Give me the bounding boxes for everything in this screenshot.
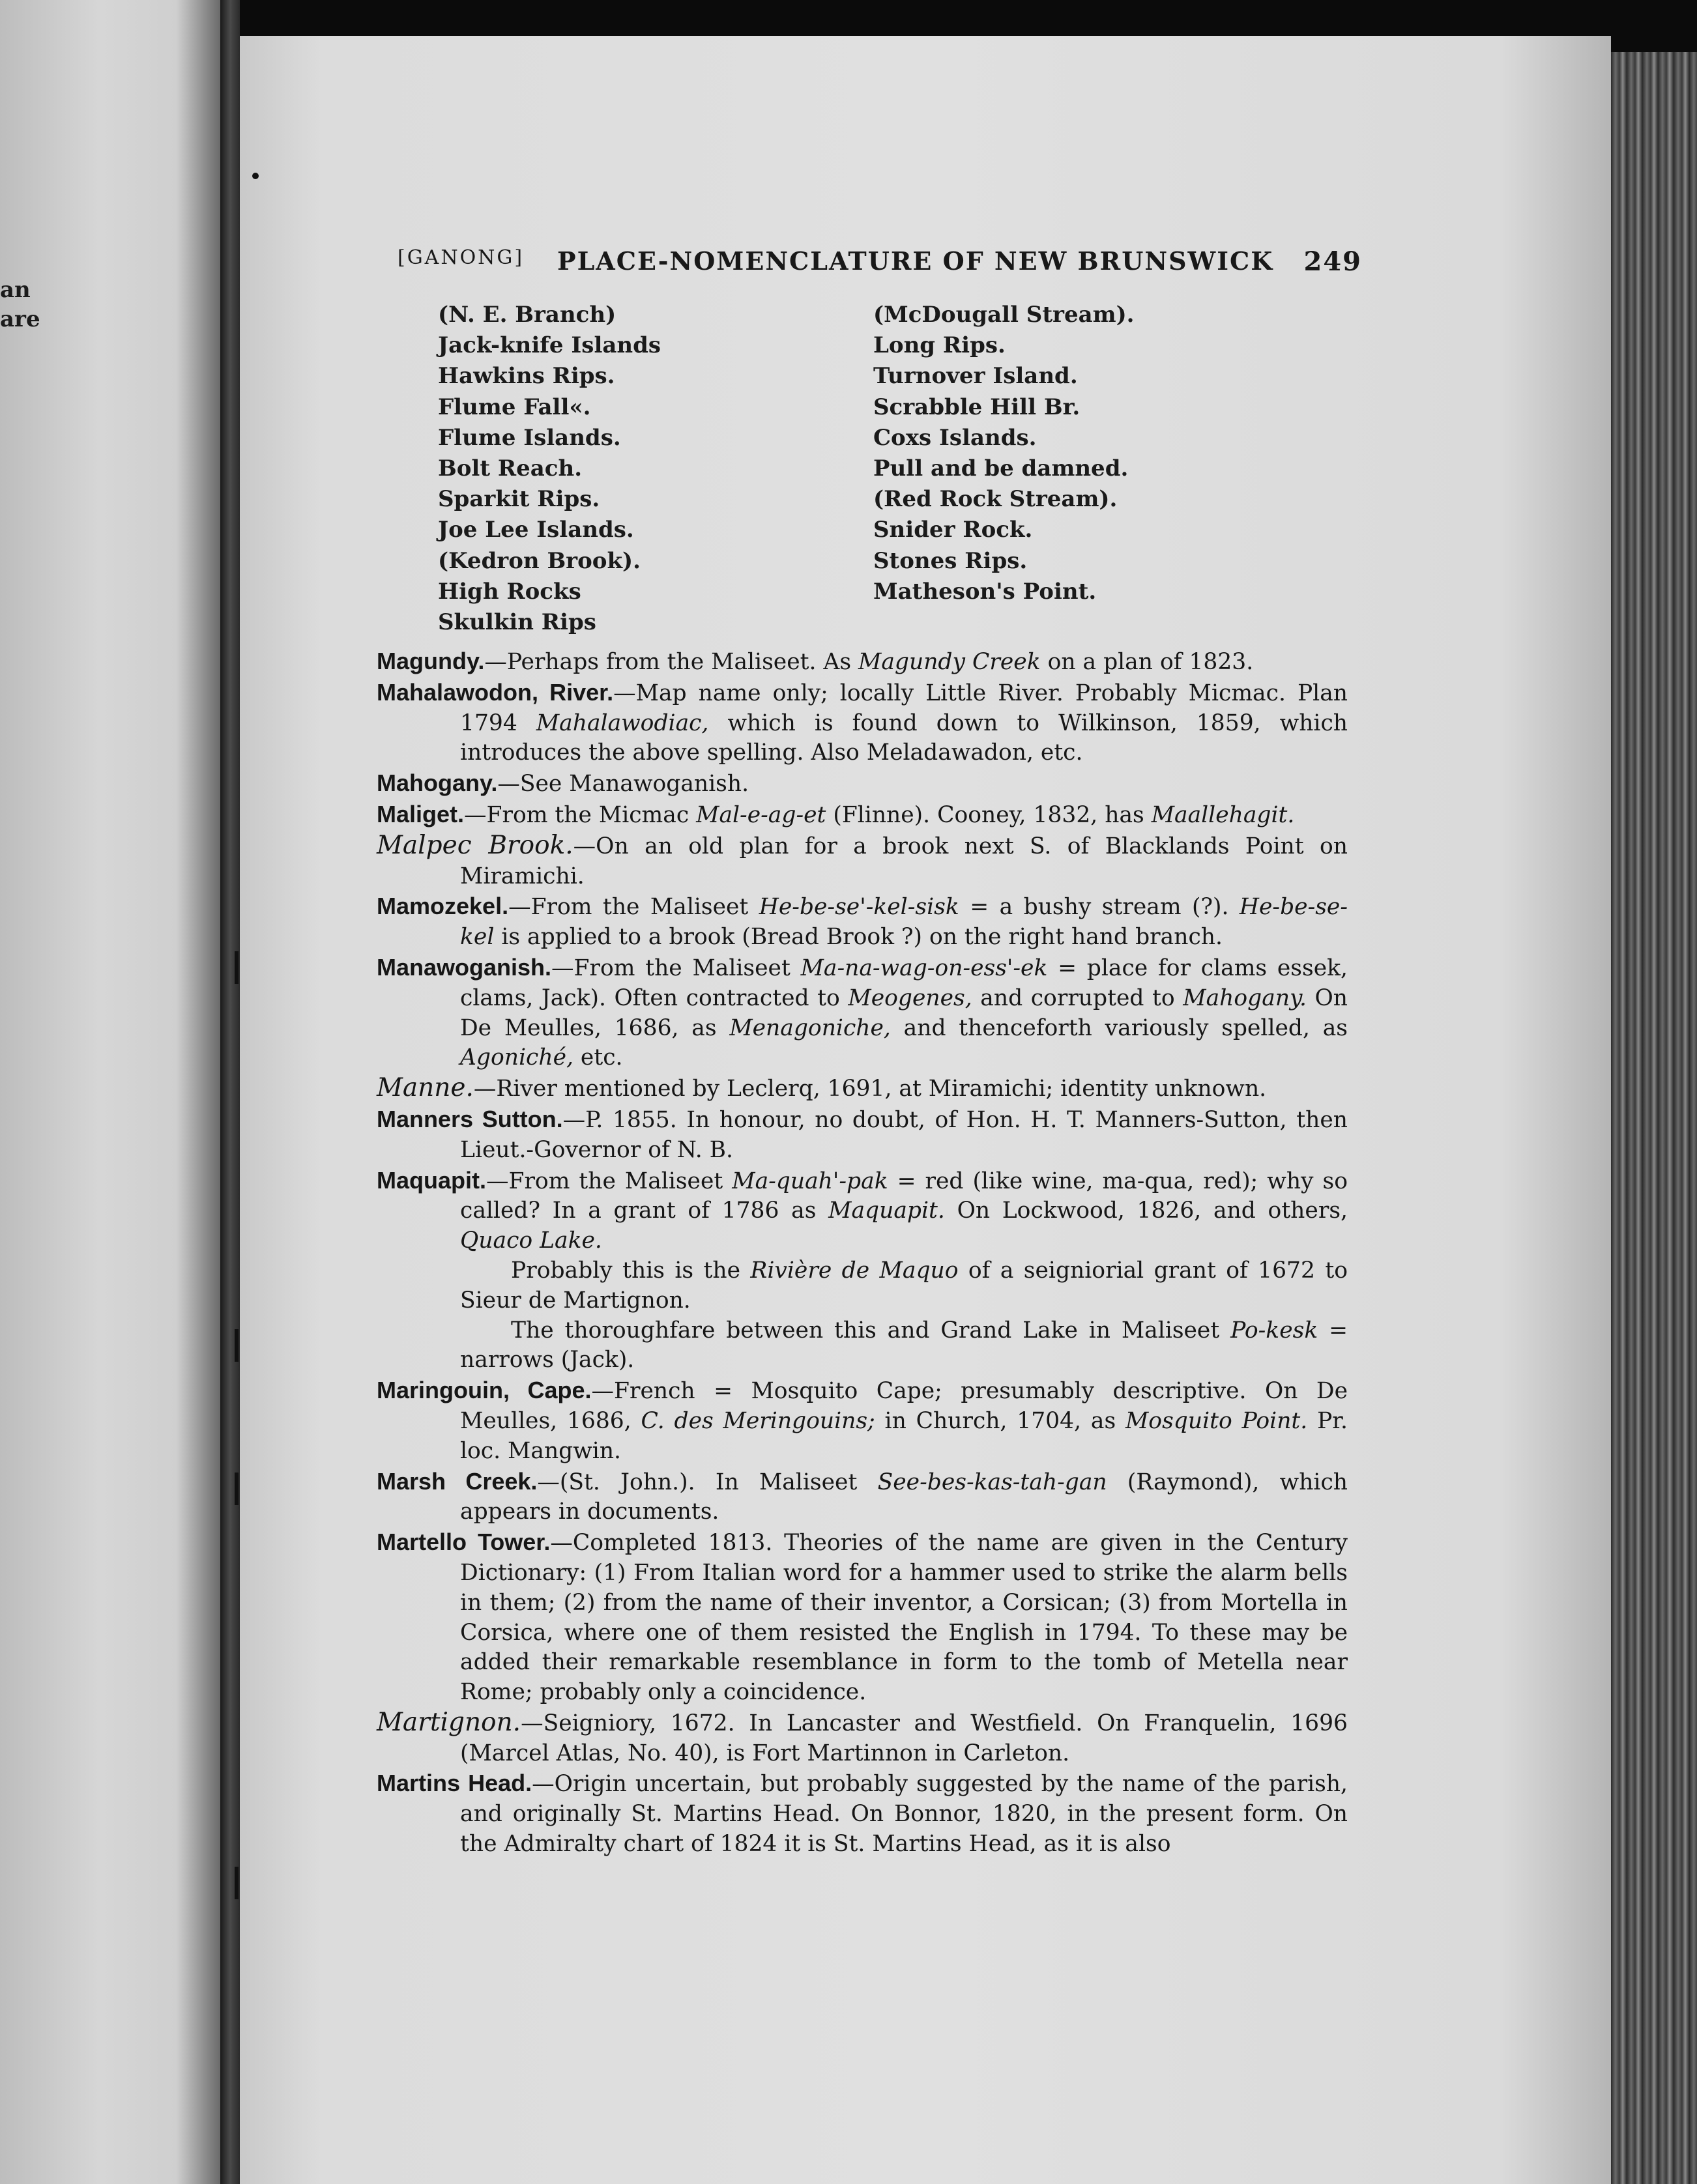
place-list-left xyxy=(438,300,661,638)
list-item: Sparkit Rips. xyxy=(438,486,600,513)
entry-paragraph xyxy=(460,1256,1348,1316)
entry-italic: Menagoniche, xyxy=(729,1014,891,1041)
entry-martignon xyxy=(377,1707,1348,1769)
entry-headword: Martins Head. xyxy=(377,1770,532,1797)
entry-text: (Raymond), which appears in documents. xyxy=(460,1469,1348,1525)
entry-text: in Church, 1704, as xyxy=(875,1407,1125,1434)
entry-text: —Seigniory, 1672. In Lancaster and Westfield. On Franquelin, 1696 (Marcel Atlas, No. 40), is Fort Martinnon in Carleton. xyxy=(460,1710,1348,1766)
entries-body xyxy=(377,646,1348,1860)
entry-text: (Flinne). Cooney, 1832, has xyxy=(826,801,1152,828)
page-edges xyxy=(1611,52,1697,2184)
entry-maquapit xyxy=(377,1166,1348,1256)
entry-italic: Meogenes, xyxy=(848,984,972,1011)
list-item: Scrabble Hill Br. xyxy=(873,394,1081,420)
entry-paragraph xyxy=(460,1316,1348,1376)
entry-text: —French = Mosquito Cape; presumably descriptive. On De Meulles, 1686, xyxy=(460,1378,1348,1434)
entry-italic: He-be-se-kel xyxy=(460,894,1348,951)
list-item: Skulkin Rips xyxy=(438,609,596,636)
entry-text: —On an old plan for a brook next S. of Blacklands Point on Miramichi. xyxy=(460,833,1348,889)
entry-headword: Maringouin, Cape. xyxy=(377,1377,592,1404)
entry-text: —From the Maliseet xyxy=(551,955,801,981)
list-item: (Red Rock Stream). xyxy=(873,486,1118,513)
entry-headword: Malpec Brook. xyxy=(377,830,573,860)
list-item: Hawkins Rips. xyxy=(438,363,615,390)
entry-headword: Martello Tower. xyxy=(377,1529,551,1556)
entry-mamozekel xyxy=(377,891,1348,953)
entry-text: —Perhaps from the Maliseet. As xyxy=(484,649,859,675)
entry-text: —From the Maliseet xyxy=(508,894,759,921)
entry-maliget xyxy=(377,799,1348,831)
entry-headword: Manne. xyxy=(377,1073,474,1103)
entry-italic: Mosquito Point. xyxy=(1125,1407,1308,1434)
entry-italic: Agoniché, xyxy=(460,1044,573,1071)
entry-marsh-creek xyxy=(377,1467,1348,1528)
entry-text: On Lockwood, 1826, and others, xyxy=(944,1198,1348,1224)
entry-text: and thenceforth variously spelled, as xyxy=(890,1014,1348,1041)
entry-italic: Maquapit. xyxy=(828,1198,945,1224)
page-mark xyxy=(235,1473,239,1505)
entry-italic: Magundy Creek xyxy=(858,649,1041,675)
page-number: 249 xyxy=(1303,246,1362,277)
left-page-edge xyxy=(0,0,220,2184)
list-item: Jack-knife Islands xyxy=(438,332,661,359)
entry-malpec-brook xyxy=(377,830,1348,892)
entry-mahogany xyxy=(377,768,1348,799)
entry-italic: See-bes-kas-tah-gan xyxy=(877,1469,1107,1495)
entry-italic: Po-kesk xyxy=(1230,1317,1318,1343)
page-mark xyxy=(235,951,239,984)
header-author: [GANONG] xyxy=(398,246,525,269)
entry-text: = place for clams essek, clams, Jack). Often contracted to xyxy=(460,955,1348,1011)
entry-headword: Mahogany. xyxy=(377,769,498,797)
entry-text: Probably this is the xyxy=(511,1257,751,1284)
running-header xyxy=(398,246,1362,279)
entry-text: —See Manawoganish. xyxy=(497,771,749,797)
list-item: (Kedron Brook). xyxy=(438,547,641,574)
entry-manners-sutton xyxy=(377,1104,1348,1166)
entry-text: of a seigniorial grant of 1672 to Sieur de Martignon. xyxy=(460,1257,1348,1314)
entry-italic: He-be-se'-kel-sisk xyxy=(759,894,959,921)
entry-headword: Martignon. xyxy=(377,1707,521,1737)
list-item: High Rocks xyxy=(438,578,581,605)
entry-text: on a plan of 1823. xyxy=(1040,649,1254,675)
entry-magundy xyxy=(377,646,1348,678)
page-mark xyxy=(235,1329,239,1362)
list-item: Coxs Islands. xyxy=(873,424,1037,451)
list-item: Long Rips. xyxy=(873,332,1006,359)
entry-text: = narrows (Jack). xyxy=(460,1317,1348,1373)
entry-text: On De Meulles, 1686, as xyxy=(460,984,1348,1041)
entry-text: = red (like wine, ma-qua, red); why so called? In a grant of 1786 as xyxy=(460,1168,1348,1224)
entry-italic: Mahalawodiac, xyxy=(536,710,709,736)
entry-headword: Mahalawodon, River. xyxy=(377,678,614,706)
header-title: PLACE-NOMENCLATURE OF NEW BRUNSWICK xyxy=(557,246,1274,276)
page-speck xyxy=(252,173,259,179)
entry-text: —From the Micmac xyxy=(464,801,697,828)
entry-headword: Magundy. xyxy=(377,648,485,674)
entry-headword: Manners Sutton. xyxy=(377,1105,563,1132)
entry-text: —From the Maliseet xyxy=(486,1168,732,1194)
list-item: Turnover Island. xyxy=(873,363,1078,390)
entry-text: = a bushy stream (?). xyxy=(959,894,1240,921)
entry-maringouin xyxy=(377,1375,1348,1466)
entry-manawoganish xyxy=(377,953,1348,1073)
list-item: Stones Rips. xyxy=(873,547,1028,574)
entry-headword: Maliget. xyxy=(377,800,465,827)
entry-headword: Marsh Creek. xyxy=(377,1467,538,1495)
entry-text: Pr. loc. Mangwin. xyxy=(460,1407,1348,1464)
entry-headword: Manawoganish. xyxy=(377,953,552,981)
list-item: (McDougall Stream). xyxy=(873,302,1135,328)
entry-text: —River mentioned by Leclerq, 1691, at Miramichi; identity unknown. xyxy=(473,1076,1267,1102)
page-mark xyxy=(235,1867,239,1899)
list-item: (N. E. Branch) xyxy=(438,302,616,328)
entry-text: —Origin uncertain, but probably suggested by the name of the parish, and originally St. Martins Head. On Bonnor, 1820, in the present form. On the Admiralty chart of 1824 it is St. Martins Head, as it is also xyxy=(460,1771,1348,1858)
list-item: Matheson's Point. xyxy=(873,578,1097,605)
entry-text: The thoroughfare between this and Grand Lake in Maliseet xyxy=(511,1317,1231,1343)
left-page-fragment: are xyxy=(0,306,40,332)
list-item: Flume Fall«. xyxy=(438,394,591,420)
entry-text: —(St. John.). In Maliseet xyxy=(537,1469,878,1495)
entry-headword: Mamozekel. xyxy=(377,893,509,920)
entry-text: etc. xyxy=(573,1044,623,1071)
left-page-fragment: an xyxy=(0,277,31,303)
entry-text: which is found down to Wilkinson, 1859, which introduces the above spelling. Also Meladawadon, etc. xyxy=(460,710,1348,766)
entry-manne xyxy=(377,1073,1348,1104)
entry-text: —P. 1855. In honour, no doubt, of Hon. H. T. Manners-Sutton, then Lieut.-Governor of N. B. xyxy=(460,1106,1348,1163)
entry-mahalawodon xyxy=(377,678,1348,768)
list-item: Snider Rock. xyxy=(873,517,1033,543)
entry-italic: Mal-e-ag-et xyxy=(696,801,826,828)
entry-martello-tower xyxy=(377,1527,1348,1708)
entry-text: —Map name only; locally Little River. Probably Micmac. Plan 1794 xyxy=(460,680,1348,736)
entry-italic: Rivière de Maquo xyxy=(750,1257,959,1284)
list-item: Flume Islands. xyxy=(438,424,621,451)
entry-martins-head xyxy=(377,1768,1348,1859)
place-list-right xyxy=(873,300,1135,607)
entry-italic: C. des Meringouins; xyxy=(641,1407,875,1434)
entry-italic: Mahogany. xyxy=(1183,984,1307,1011)
entry-italic: Ma-na-wag-on-ess'-ek xyxy=(800,955,1048,981)
list-item: Bolt Reach. xyxy=(438,455,583,482)
list-item: Joe Lee Islands. xyxy=(438,517,634,543)
entry-text: —Completed 1813. Theories of the name are given in the Century Dictionary: (1) From Italian word for a hammer used to strike the alarm bells in them; (2) from the name of their inventor, a Corsican; (3) from Mortella in Corsica, where one of them resisted the English in 1794. To these may be added their remarkable resemblance in form to the tomb of Metella near Rome; probably only a coincidence. xyxy=(460,1530,1348,1706)
entry-text: and corrupted to xyxy=(972,984,1183,1011)
entry-text: is applied to a brook (Bread Brook ?) on the right hand branch. xyxy=(494,924,1223,951)
book-gutter xyxy=(220,0,240,2184)
list-item: Pull and be damned. xyxy=(873,455,1129,482)
entry-italic: Quaco Lake. xyxy=(460,1228,602,1254)
entry-italic: Ma-quah'-pak xyxy=(732,1168,888,1194)
entry-italic: Maallehagit. xyxy=(1151,801,1295,828)
entry-headword: Maquapit. xyxy=(377,1166,486,1194)
